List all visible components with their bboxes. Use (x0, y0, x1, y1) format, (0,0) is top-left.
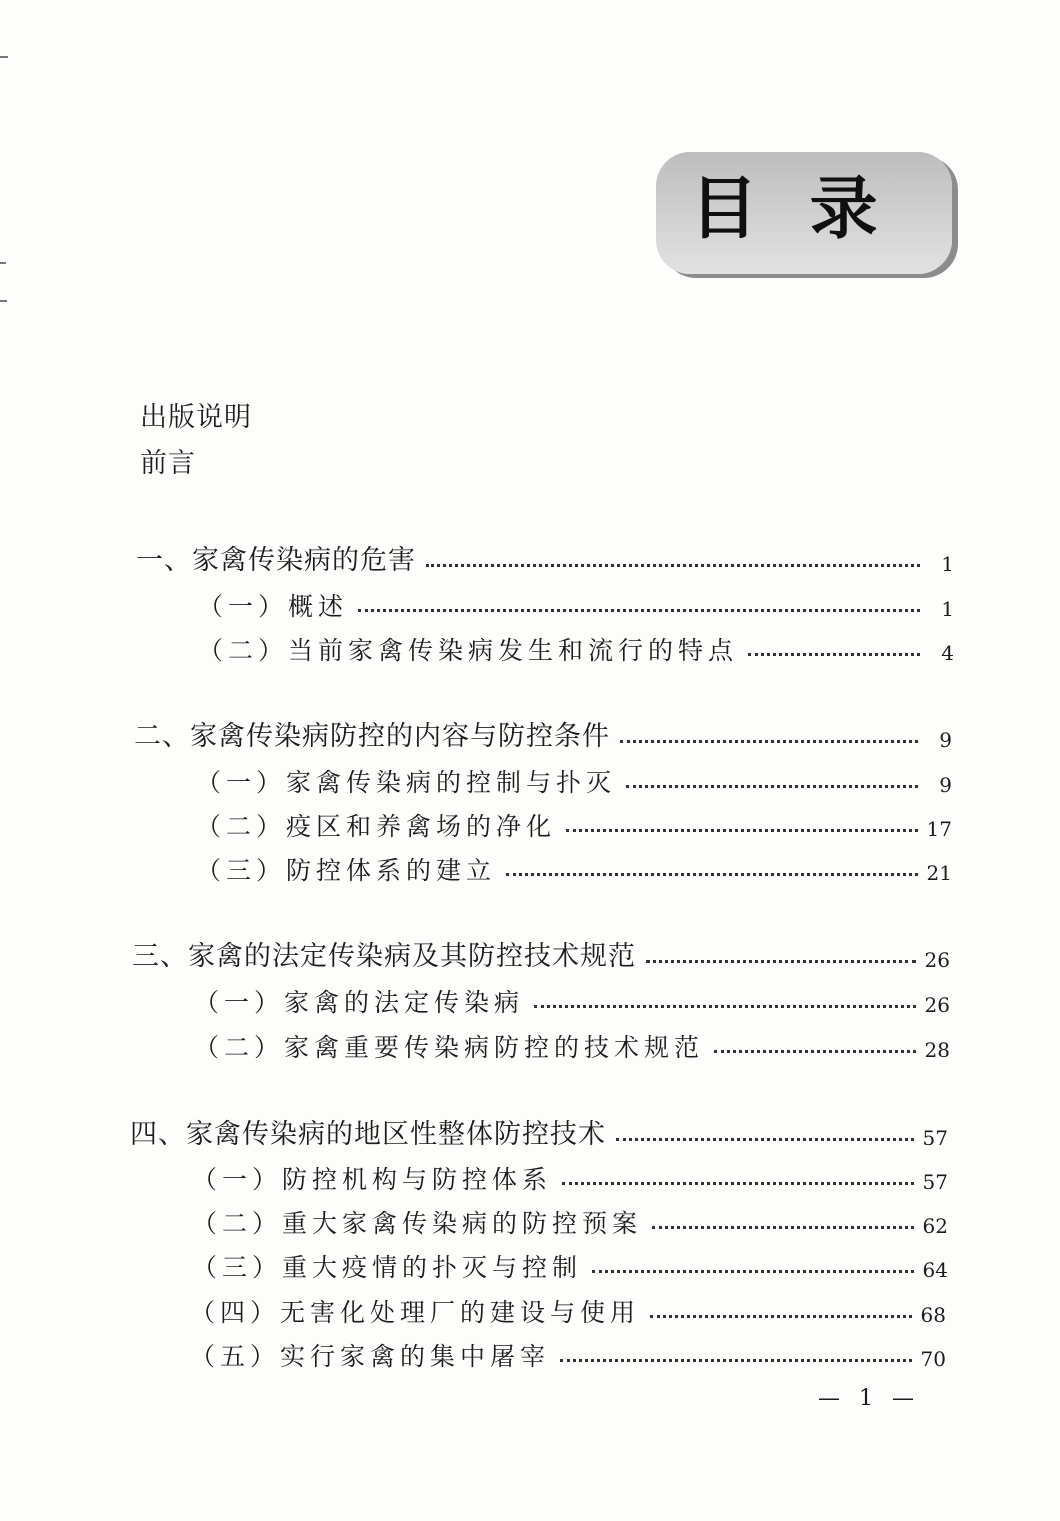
toc-page-number: 64 (922, 1258, 948, 1282)
toc-chapter-label: 二、家禽传染病防控的内容与防控条件 (134, 721, 610, 752)
front-matter-preface: 前言 (140, 448, 196, 479)
toc-page-number: 57 (922, 1170, 948, 1194)
scan-edge-mark (0, 300, 7, 302)
toc-section-4-3 (192, 1244, 948, 1280)
page-footer-number: — 1 — (818, 1386, 920, 1411)
toc-section-2-3 (196, 847, 952, 883)
dot-leader (646, 960, 916, 963)
toc-section-label: （三）防控体系的建立 (196, 856, 497, 885)
dot-leader (506, 873, 918, 876)
toc-section-label: （四）无害化处理厂的建设与使用 (190, 1298, 641, 1327)
toc-section-label: （一）防控机构与防控体系 (192, 1165, 553, 1194)
toc-section-4-1 (192, 1156, 948, 1192)
scan-edge-mark (0, 262, 6, 264)
scan-edge-mark (0, 56, 8, 58)
page-title: 目 录 (690, 170, 892, 249)
toc-chapter-label: 四、家禽传染病的地区性整体防控技术 (130, 1119, 606, 1150)
toc-section-label: （一）概述 (198, 592, 349, 621)
toc-page-number: 1 (941, 552, 954, 576)
dot-leader (620, 740, 918, 743)
toc-section-2-1 (196, 759, 952, 795)
toc-page-number: 28 (924, 1038, 950, 1062)
toc-section-2-2 (196, 803, 952, 839)
toc-page-number: 17 (926, 817, 952, 841)
toc-section-label: （一）家禽的法定传染病 (194, 988, 525, 1017)
dot-leader (714, 1050, 916, 1053)
dot-leader (652, 1226, 914, 1229)
toc-page-number: 26 (924, 993, 950, 1017)
front-matter-publishing-note: 出版说明 (140, 402, 252, 433)
toc-page-number: 4 (941, 641, 954, 665)
toc-section-3-1 (194, 979, 950, 1015)
toc-page-number: 9 (939, 728, 952, 752)
toc-page-number: 62 (922, 1214, 948, 1238)
toc-section-4-5 (190, 1333, 946, 1369)
toc-chapter-2 (134, 714, 952, 750)
toc-section-label: （一）家禽传染病的控制与扑灭 (196, 768, 617, 797)
toc-chapter-label: 三、家禽的法定传染病及其防控技术规范 (132, 941, 636, 972)
toc-section-1-1 (198, 583, 954, 619)
toc-page-number: 57 (922, 1126, 948, 1150)
dot-leader (562, 1182, 914, 1185)
dot-leader (534, 1005, 916, 1008)
dot-leader (560, 1359, 912, 1362)
toc-section-3-2 (194, 1024, 950, 1060)
toc-section-label: （二）当前家禽传染病发生和流行的特点 (198, 636, 739, 665)
toc-section-label: （二）疫区和养禽场的净化 (196, 812, 557, 841)
toc-section-label: （二）重大家禽传染病的防控预案 (192, 1209, 643, 1238)
dot-leader (748, 653, 920, 656)
toc-chapter-1 (136, 538, 954, 574)
dot-leader (626, 785, 918, 788)
toc-page-number: 1 (941, 597, 954, 621)
toc-section-4-4 (190, 1289, 946, 1325)
dot-leader (566, 829, 918, 832)
dot-leader (650, 1315, 912, 1318)
dot-leader (426, 564, 920, 567)
toc-chapter-3 (132, 934, 950, 970)
dot-leader (592, 1270, 914, 1273)
toc-chapter-4 (130, 1112, 948, 1148)
toc-section-4-2 (192, 1200, 948, 1236)
toc-section-label: （五）实行家禽的集中屠宰 (190, 1342, 551, 1371)
toc-section-label: （三）重大疫情的扑灭与控制 (192, 1253, 583, 1282)
toc-page-number: 26 (924, 948, 950, 972)
toc-section-label: （二）家禽重要传染病防控的技术规范 (194, 1033, 705, 1062)
dot-leader (358, 609, 920, 612)
dot-leader (616, 1138, 914, 1141)
toc-page-number: 68 (920, 1303, 946, 1327)
toc-chapter-label: 一、家禽传染病的危害 (136, 545, 416, 576)
toc-page-number: 21 (926, 861, 952, 885)
toc-section-1-2 (198, 627, 954, 663)
toc-page-number: 70 (920, 1347, 946, 1371)
toc-page-number: 9 (939, 773, 952, 797)
